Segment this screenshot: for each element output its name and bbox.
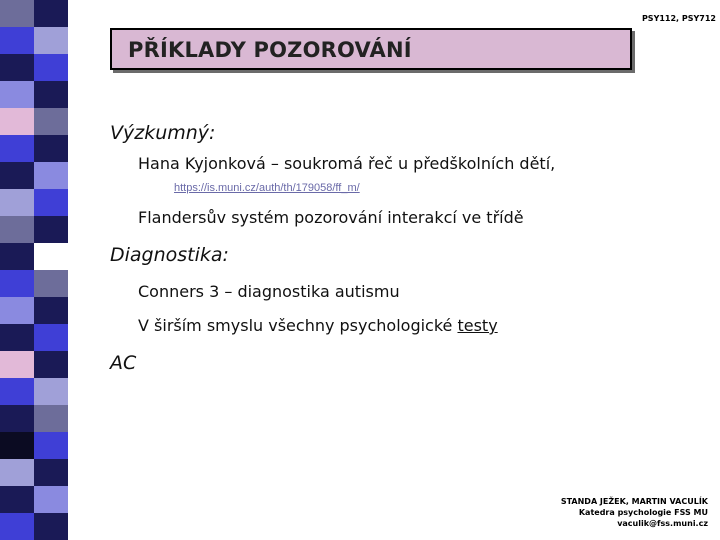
stripe-cell	[34, 297, 68, 324]
stripe-cell	[0, 135, 34, 162]
stripe-cell	[34, 486, 68, 513]
footer-email: vaculik@fss.muni.cz	[617, 519, 708, 528]
tests-text: V širším smyslu všechny psychologické	[138, 316, 458, 335]
footer-authors: STANDA JEŽEK, MARTIN VACULÍK	[560, 497, 708, 506]
stripe-cell	[0, 405, 34, 432]
stripe-cell	[34, 54, 68, 81]
title-banner	[110, 28, 632, 70]
stripe-cell	[34, 324, 68, 351]
stripe-cell	[0, 378, 34, 405]
stripe-cell	[34, 162, 68, 189]
stripe-cell	[34, 0, 68, 27]
stripe-cell	[0, 216, 34, 243]
stripe-cell	[0, 324, 34, 351]
stripe-cell	[34, 108, 68, 135]
section-heading-ac: AC	[110, 352, 137, 374]
course-code: PSY112, PSY712	[641, 14, 716, 23]
stripe-cell	[34, 351, 68, 378]
stripe-cell	[0, 297, 34, 324]
stripe-cell	[34, 81, 68, 108]
stripe-cell	[0, 108, 34, 135]
stripe-cell	[0, 513, 34, 540]
stripe-cell	[34, 135, 68, 162]
list-item-flanders: Flandersův systém pozorování interakcí ve třídě	[138, 208, 524, 227]
stripe-cell	[34, 405, 68, 432]
stripe-cell	[0, 54, 34, 81]
decorative-stripe	[0, 0, 68, 540]
list-item-kyjonkova: Hana Kyjonková – soukromá řeč u předškolních dětí,	[138, 154, 556, 173]
stripe-cell	[0, 162, 34, 189]
stripe-cell	[0, 243, 34, 270]
stripe-cell	[0, 486, 34, 513]
stripe-cell	[0, 459, 34, 486]
stripe-cell	[34, 270, 68, 297]
stripe-cell	[34, 189, 68, 216]
stripe-cell	[34, 216, 68, 243]
footer-department: Katedra psychologie FSS MU	[578, 508, 708, 517]
stripe-cell	[34, 432, 68, 459]
list-item-tests	[138, 316, 498, 335]
thesis-link[interactable]: https://is.muni.cz/auth/th/179058/ff_m/	[174, 182, 360, 194]
stripe-cell	[0, 189, 34, 216]
stripe-cell	[0, 0, 34, 27]
stripe-cell	[0, 432, 34, 459]
tests-underlined: testy	[457, 316, 498, 335]
list-item-conners: Conners 3 – diagnostika autismu	[138, 282, 400, 301]
page-title: PŘÍKLADY POZOROVÁNÍ	[128, 38, 412, 62]
section-heading-research: Výzkumný:	[110, 122, 216, 144]
section-heading-diagnostics: Diagnostika:	[110, 244, 229, 266]
stripe-cell	[0, 270, 34, 297]
stripe-cell	[34, 459, 68, 486]
stripe-cell	[34, 243, 68, 270]
stripe-cell	[34, 27, 68, 54]
stripe-cell	[0, 351, 34, 378]
stripe-cell	[0, 27, 34, 54]
footer-credits	[561, 496, 708, 529]
stripe-cell	[0, 81, 34, 108]
stripe-cell	[34, 513, 68, 540]
stripe-cell	[34, 378, 68, 405]
